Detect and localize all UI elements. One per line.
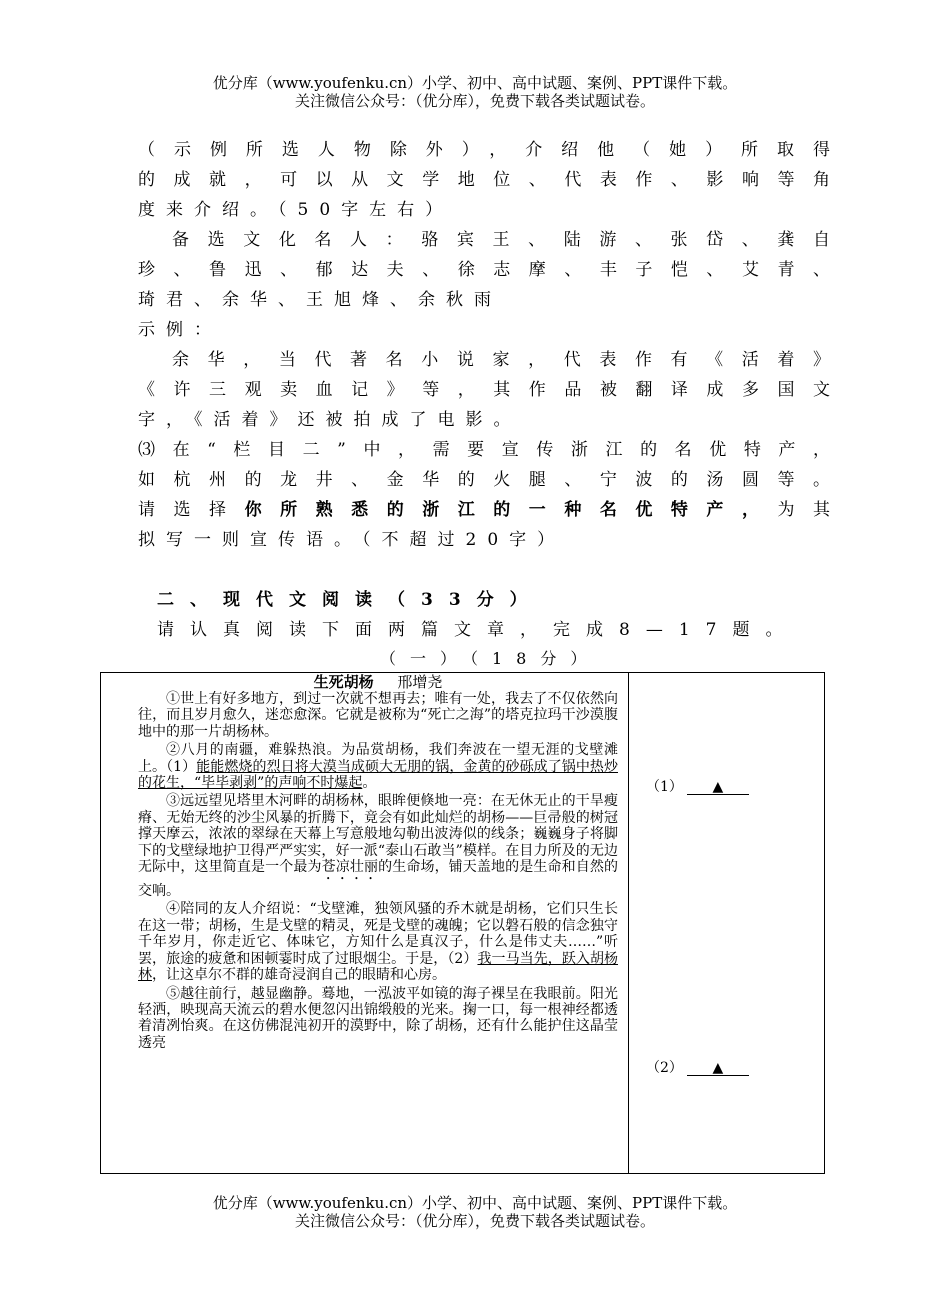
article-paragraph-3: [138, 793, 618, 899]
footer-line-1: 优分库（www.youfenku.cn）小学、初中、高中试题、案例、PPT课件下载。: [212, 1194, 738, 1212]
q3-line-3-post: 为其: [777, 500, 831, 520]
example-line-1: 余华，当代著名小说家，代表作有《活着》: [172, 350, 830, 370]
p4-pre: ④陪同的友人介绍说：“戈壁滩，独领风骚的乔木就是胡杨，它们只生长在这一带；胡杨，生是戈壁的精灵，死是戈壁的魂魄；它以磐石般的信念独守千年岁月，你走近它、体味它，方知什么是真汉子，什么是伟丈夫……”听罢，旅途的疲惫和困顿霎时成了过眼烟尘。于是，（2）: [138, 901, 618, 967]
candidates-line-2: 珍、鲁迅、郁达夫、徐志摩、丰子恺、艾青、: [138, 260, 830, 280]
example-line-3-text: 字，《活着》还被拍成了电影。: [138, 410, 522, 430]
example-label-text: 示例：: [138, 320, 222, 340]
answer-1-blank[interactable]: [687, 780, 749, 795]
page-header: [0, 74, 950, 110]
q3-line-4-text: 拟写一则宣传语。（不超过20字）: [138, 530, 566, 550]
article-author: 邢增尧: [397, 673, 443, 691]
example-line-2: 《许三观卖血记》等，其作品被翻译成多国文: [138, 380, 830, 400]
footer-line-2: 关注微信公众号：（优分库），免费下载各类试题试卷。: [294, 1212, 655, 1230]
column-divider: [628, 673, 629, 1173]
q2-line-3: [138, 198, 830, 222]
q3-line-4: [138, 528, 830, 552]
answer-2-blank[interactable]: [687, 1061, 749, 1076]
p2-underlined-sentence: 能能燃烧的烈日将大漠当成硕大无朋的锅，金黄的砂砾成了锅中热炒的花生，“毕毕剥剥”的声响不时爆起: [138, 758, 618, 792]
reading-table: [100, 672, 825, 1174]
page-footer: [0, 1194, 950, 1230]
p3-dotted-phrase: 苍凉壮丽: [321, 859, 379, 876]
q3-line-3-pre: 请选择: [138, 500, 245, 520]
answer-2-label: （2）: [646, 1060, 683, 1076]
article-title-text: 生死胡杨: [313, 673, 374, 691]
article-paragraph-1: ①世上有好多地方，到过一次就不想再去；唯有一处，我去了不仅依然向往，而且岁月愈久，迷恋愈深。它就是被称为“死亡之海”的塔克拉玛干沙漠腹地中的那一片胡杨林。: [138, 691, 618, 740]
article-paragraph-4: [138, 901, 618, 983]
article-title: [138, 673, 618, 691]
p3-pre: ③远远望见塔里木河畔的胡杨林，眼眸便倏地一亮：在无休无止的干旱瘦瘠、无始无终的沙尘风暴的折腾下，竟会有如此灿烂的胡杨——巨帚般的树冠撑天摩云，浓浓的翠绿在天幕上写意般地勾勒出波涛似的线条；巍巍身子将脚下的戈壁绿地护卫得严严实实，好一派“泰山石敢当”模样。在目力所及的无边无际中，这里简直是一个最为: [138, 793, 618, 876]
answer-2: [646, 1057, 749, 1077]
answer-1-label: （1）: [646, 779, 683, 795]
answer-1-triangle-icon: ▲: [712, 779, 724, 795]
p4-underlined-sentence: 我一马当先，跃入胡杨林: [138, 950, 619, 984]
p2-pre: ②八月的南疆，难躲热浪。为品赏胡杨，我们奔波在一望无涯的戈壁滩上。（1）: [138, 742, 618, 775]
candidates-line-3: [138, 288, 830, 312]
p2-post: 。: [362, 775, 377, 792]
p3-post: 的生命场，铺天盖地的是生命和自然的交响。: [138, 859, 619, 900]
q3-line-3: [138, 498, 830, 522]
q3-line-3-bold: 你所熟悉的浙江的一种名优特产，: [244, 500, 778, 520]
article-paragraph-2: [138, 742, 618, 791]
section-instruction: 请认真阅读下面两篇文章，完成8—17题。: [157, 620, 799, 640]
answer-1: [646, 776, 749, 796]
header-line-1: 优分库（www.youfenku.cn）小学、初中、高中试题、案例、PPT课件下载。: [212, 74, 738, 92]
example-label: [138, 318, 830, 342]
candidates-line-3-text: 琦君、余华、王旭烽、余秋雨: [138, 290, 502, 310]
example-line-3: [138, 408, 830, 432]
article: [138, 673, 618, 1053]
answer-2-triangle-icon: ▲: [712, 1060, 724, 1076]
article-paragraph-5: ⑤越往前行，越显幽静。蓦地，一泓波平如镜的海子裸呈在我眼前。阳光轻洒，映现高天流云的碧水便忽闪出锦缎般的光来。掬一口，每一根神经都透着清冽怡爽。在这仿佛混沌初开的漠野中，除了胡杨，还有什么能护住这晶莹透亮: [138, 985, 618, 1051]
q2-line-1: （示例所选人物除外），介绍他（她）所取得: [138, 140, 830, 160]
q2-line-3-text: 度来介绍。（50字左右）: [138, 200, 454, 220]
section-title: 二、现代文阅读（33分）: [157, 590, 543, 610]
candidates-line-1: 备选文化名人：骆宾王、陆游、张岱、龚自: [172, 230, 830, 250]
p4-post: ，让这卓尔不群的雄奇浸润自己的眼睛和心房。: [152, 967, 446, 984]
q3-line-2: 如杭州的龙井、金华的火腿、宁波的汤圆等。: [138, 470, 830, 490]
part-title: （一）（18分）: [380, 649, 601, 668]
q3-line-1: ⑶在“栏目二”中，需要宣传浙江的名优特产，: [138, 440, 830, 460]
q2-line-2: 的成就，可以从文学地位、代表作、影响等角: [138, 170, 830, 190]
header-line-2: 关注微信公众号：（优分库），免费下载各类试题试卷。: [294, 92, 655, 110]
